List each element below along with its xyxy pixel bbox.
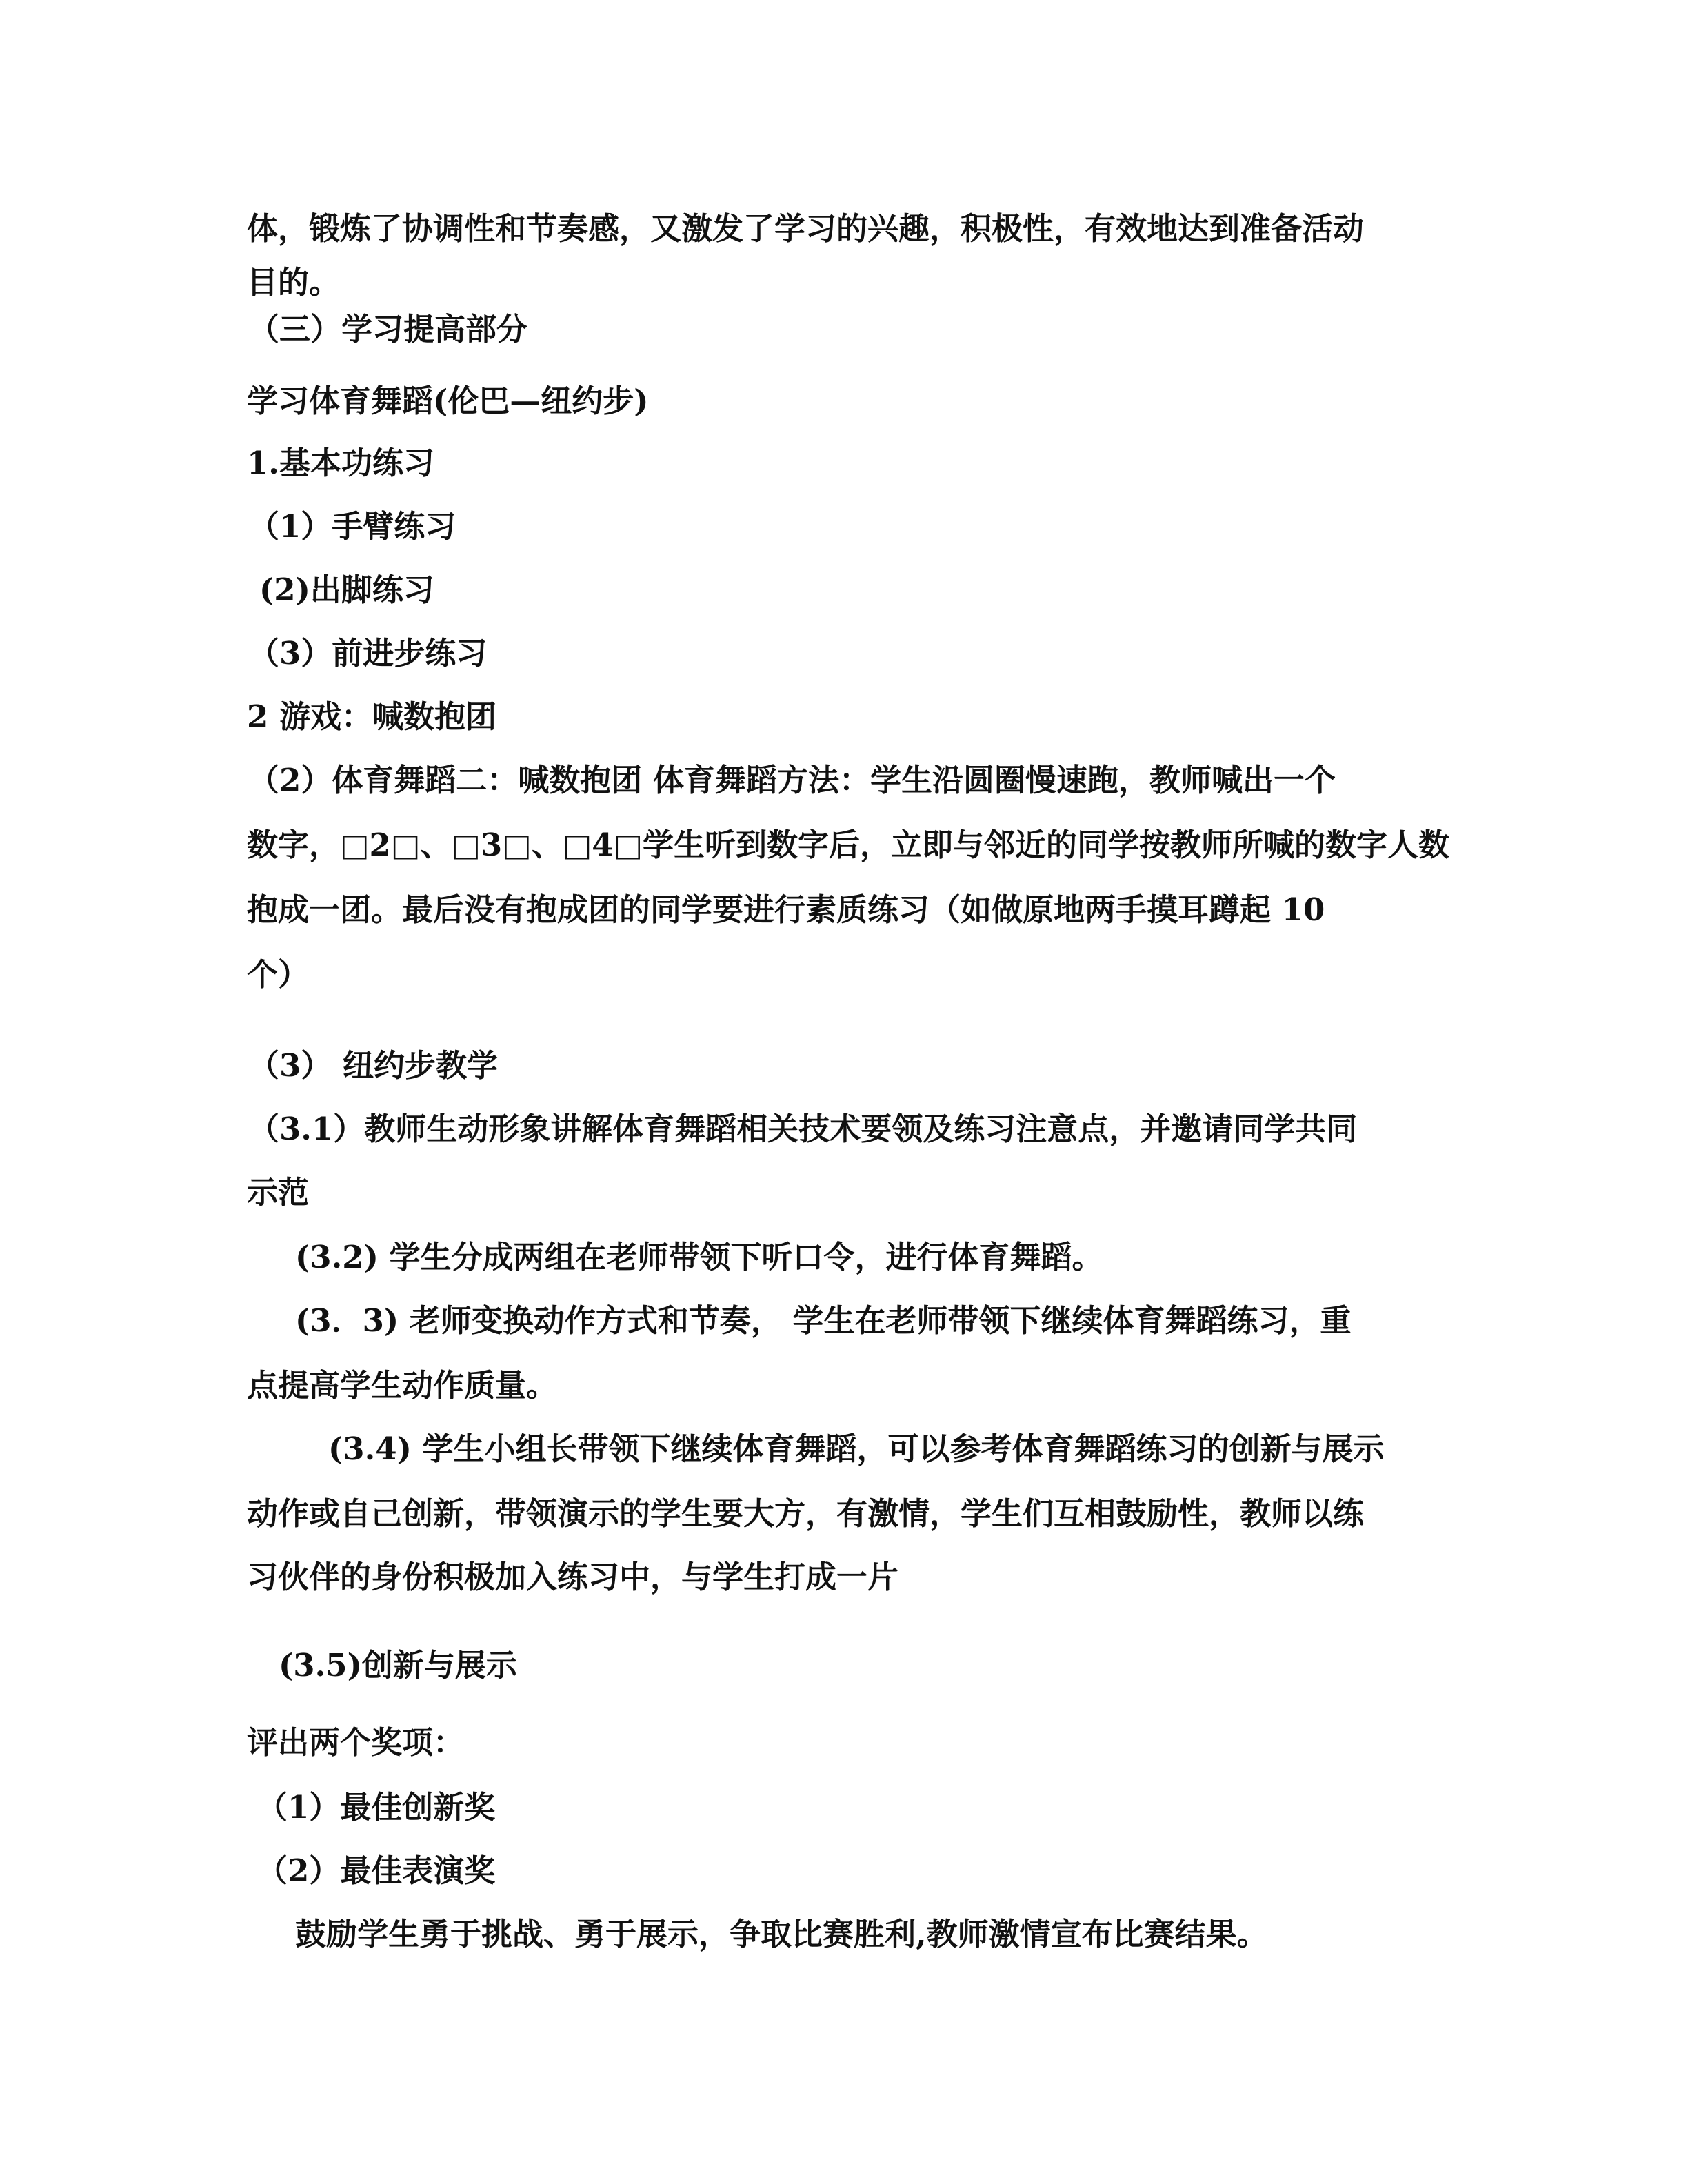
paragraph-line: 抱成一团。最后没有抱成团的同学要进行素质练习（如做原地两手摸耳蹲起 10 [247, 891, 1325, 928]
paragraph-line: 评出两个奖项： [247, 1724, 465, 1761]
paragraph-line: 示范 [247, 1174, 310, 1211]
list-heading: (3.5)创新与展示 [279, 1647, 517, 1684]
paragraph-line: (3.4) 学生小组长带领下继续体育舞蹈，可以参考体育舞蹈练习的创新与展示 [328, 1430, 1385, 1467]
paragraph-line: (3.2) 学生分成两组在老师带领下听口令，进行体育舞蹈。 [295, 1239, 1103, 1275]
list-item: (2)出脚练习 [259, 572, 434, 608]
paragraph-line: （2）体育舞蹈二：喊数抱团 体育舞蹈方法：学生沿圆圈慢速跑，教师喊出一个 [248, 762, 1336, 798]
list-heading: （3） 纽约步教学 [248, 1047, 498, 1084]
list-heading: 1.基本功练习 [247, 445, 434, 481]
list-heading: 2 游戏：喊数抱团 [247, 698, 496, 735]
list-item: （1）手臂练习 [248, 508, 456, 545]
section-heading: （三）学习提高部分 [248, 311, 528, 347]
paragraph-line: 点提高学生动作质量。 [247, 1367, 558, 1404]
paragraph-line: 习伙伴的身份积极加入练习中，与学生打成一片 [247, 1559, 899, 1595]
paragraph-line: 数字，□2□、□3□、□4□学生听到数字后，立即与邻近的同学按教师所喊的数字人数 [247, 827, 1450, 863]
list-item: （3）前进步练习 [248, 635, 488, 671]
list-item: （1）最佳创新奖 [257, 1789, 496, 1826]
paragraph-line: 动作或自己创新，带领演示的学生要大方，有激情，学生们互相鼓励性，教师以练 [247, 1495, 1365, 1532]
paragraph-line: 个） [247, 956, 310, 993]
paragraph-line: 体，锻炼了协调性和节奏感，又激发了学习的兴趣，积极性，有效地达到准备活动 [247, 210, 1365, 247]
list-item: （2）最佳表演奖 [257, 1852, 496, 1889]
paragraph-line: (3．3) 老师变换动作方式和节奏， 学生在老师带领下继续体育舞蹈练习，重 [295, 1302, 1352, 1339]
paragraph-line: 鼓励学生勇于挑战、勇于展示，争取比赛胜利,教师激情宣布比赛结果。 [295, 1916, 1268, 1952]
subsection-heading: 学习体育舞蹈(伦巴—纽约步) [247, 383, 649, 419]
paragraph-line: 目的。 [247, 264, 341, 301]
paragraph-line: （3.1）教师生动形象讲解体育舞蹈相关技术要领及练习注意点，并邀请同学共同 [248, 1111, 1358, 1147]
